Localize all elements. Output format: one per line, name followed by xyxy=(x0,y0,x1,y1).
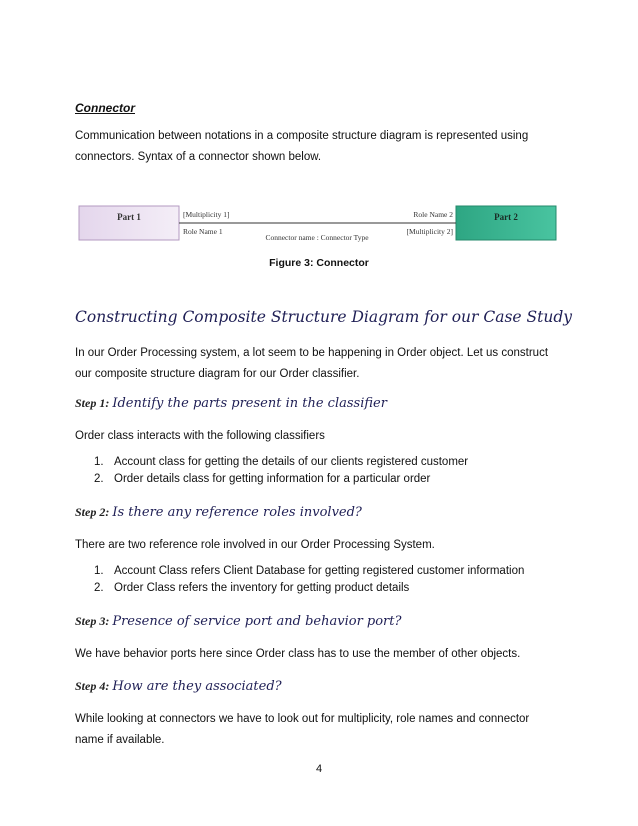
multiplicity-1-label: [Multiplicity 1] xyxy=(183,210,230,219)
step2-heading xyxy=(75,505,362,520)
list-item-text: Order details class for getting information for a particular order xyxy=(114,473,431,485)
figure-caption: Figure 3: Connector xyxy=(269,257,369,269)
step1-list xyxy=(94,456,564,490)
step3-text: We have behavior ports here since Order class has to use the member of other objects. xyxy=(75,648,521,660)
step2-list xyxy=(94,565,564,599)
step1-label: Step 1: xyxy=(75,396,110,410)
page-number: 4 xyxy=(315,763,323,775)
step4-line-1: While looking at connectors we have to look out for multiplicity, role names and connector xyxy=(75,713,530,725)
list-item xyxy=(94,582,564,599)
step1-text: Order class interacts with the following classifiers xyxy=(75,430,325,442)
step1-heading xyxy=(75,396,387,411)
connector-description xyxy=(75,126,565,168)
list-item-number: 1. xyxy=(94,565,104,577)
step4-question: How are they associated? xyxy=(112,679,282,694)
step3-question: Presence of service port and behavior port? xyxy=(112,614,402,629)
list-item xyxy=(94,565,564,582)
main-heading: Constructing Composite Structure Diagram for our Case Study xyxy=(75,308,573,326)
intro-line-2: our composite structure diagram for our Order classifier. xyxy=(75,368,360,380)
step2-text: There are two reference role involved in our Order Processing System. xyxy=(75,539,435,551)
role-name-2-label: Role Name 2 xyxy=(413,210,453,219)
connector-diagram xyxy=(75,203,560,243)
step3-label: Step 3: xyxy=(75,614,110,628)
step4-heading xyxy=(75,679,282,694)
connector-description-line-1: Communication between notations in a composite structure diagram is represented using xyxy=(75,130,529,142)
part1-label: Part 1 xyxy=(117,212,141,222)
role-name-1-label: Role Name 1 xyxy=(183,227,223,236)
part2-label: Part 2 xyxy=(494,212,518,222)
connector-description-line-2: connectors. Syntax of a connector shown below. xyxy=(75,151,322,163)
step4-paragraph xyxy=(75,709,565,751)
list-item xyxy=(94,456,564,473)
list-item-number: 1. xyxy=(94,456,104,468)
step2-label: Step 2: xyxy=(75,505,110,519)
list-item-text: Account Class refers Client Database for getting registered customer information xyxy=(114,565,525,577)
multiplicity-2-label: [Multiplicity 2] xyxy=(406,227,453,236)
step1-question: Identify the parts present in the classifier xyxy=(112,396,387,411)
intro-line-1: In our Order Processing system, a lot seem to be happening in Order object. Let us construct xyxy=(75,347,549,359)
list-item-text: Account class for getting the details of our clients registered customer xyxy=(114,456,469,468)
connector-heading: Connector xyxy=(75,101,135,115)
step3-heading xyxy=(75,614,401,629)
list-item-text: Order Class refers the inventory for getting product details xyxy=(114,582,410,594)
list-item-number: 2. xyxy=(94,582,104,594)
intro-paragraph xyxy=(75,343,565,385)
step4-label: Step 4: xyxy=(75,679,110,693)
list-item xyxy=(94,473,564,490)
connector-name-label: Connector name : Connector Type xyxy=(265,233,369,242)
list-item-number: 2. xyxy=(94,473,104,485)
step4-line-2: name if available. xyxy=(75,734,165,746)
step2-question: Is there any reference roles involved? xyxy=(112,505,362,520)
